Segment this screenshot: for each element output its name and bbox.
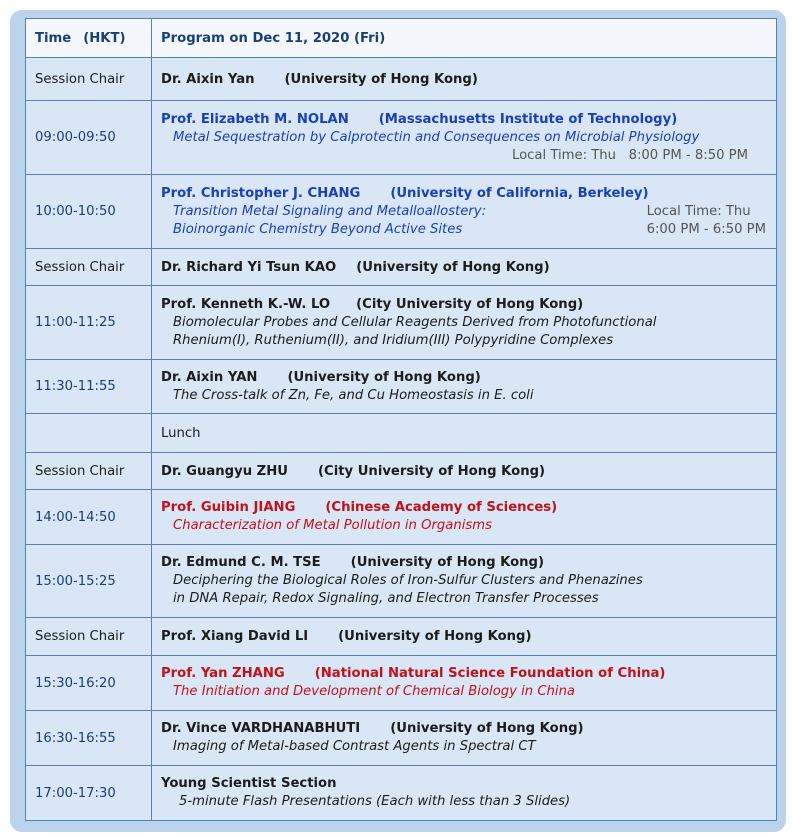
speaker-affiliation: (University of Hong Kong) bbox=[284, 71, 478, 87]
table-row bbox=[26, 175, 777, 249]
time-cell bbox=[26, 414, 152, 453]
local-time-line2: 6:00 PM - 6:50 PM bbox=[646, 221, 766, 237]
table-row bbox=[26, 490, 777, 545]
talk-title: 5-minute Flash Presentations (Each with less than 3 Slides) bbox=[179, 794, 571, 809]
lunch-cell: Lunch bbox=[152, 414, 777, 453]
speaker-name: Prof. Christopher J. CHANG bbox=[161, 185, 361, 201]
speaker-name: Dr. Edmund C. M. TSE bbox=[161, 555, 321, 570]
table-row bbox=[26, 286, 777, 360]
talk-title: Imaging of Metal-based Contrast Agents in Spectral CT bbox=[173, 739, 536, 754]
table-row bbox=[26, 656, 777, 711]
program-cell bbox=[152, 175, 777, 249]
talk-title-line2: in DNA Repair, Redox Signaling, and Electron Transfer Processes bbox=[173, 591, 599, 606]
speaker-affiliation: (Massachusetts Institute of Technology) bbox=[378, 111, 678, 127]
time-cell: 11:30-11:55 bbox=[26, 360, 152, 414]
speaker-name: Prof. Kenneth K.-W. LO bbox=[161, 296, 331, 312]
talk-title: Characterization of Metal Pollution in Organisms bbox=[173, 518, 492, 533]
speaker-name: Prof. Elizabeth M. NOLAN bbox=[161, 111, 349, 127]
program-cell bbox=[152, 453, 777, 490]
talk-title: The Initiation and Development of Chemical Biology in China bbox=[173, 684, 576, 699]
speaker-affiliation: (City University of Hong Kong) bbox=[356, 296, 584, 312]
time-cell: 15:30-16:20 bbox=[26, 656, 152, 711]
time-zone-label: (HKT) bbox=[83, 30, 126, 46]
talk-title: The Cross-talk of Zn, Fe, and Cu Homeostasis in E. coli bbox=[173, 387, 534, 403]
time-cell: 09:00-09:50 bbox=[26, 101, 152, 175]
table-row bbox=[26, 101, 777, 175]
table-row bbox=[26, 453, 777, 490]
talk-title-line2: Rhenium(I), Ruthenium(II), and Iridium(III) Polypyridine Complexes bbox=[173, 332, 614, 348]
program-cell bbox=[152, 766, 777, 821]
program-cell bbox=[152, 58, 777, 101]
time-cell: 15:00-15:25 bbox=[26, 545, 152, 618]
speaker-affiliation: (University of Hong Kong) bbox=[356, 259, 550, 275]
speaker-affiliation: (University of Hong Kong) bbox=[350, 555, 545, 570]
speaker-name: Prof. Xiang David LI bbox=[161, 629, 309, 644]
table-row bbox=[26, 545, 777, 618]
talk-title-line1: Transition Metal Signaling and Metalloallostery: bbox=[173, 203, 487, 219]
program-cell bbox=[152, 490, 777, 545]
time-cell: 14:00-14:50 bbox=[26, 490, 152, 545]
section-name: Young Scientist Section bbox=[161, 776, 337, 791]
speaker-name: Dr. Richard Yi Tsun KAO bbox=[161, 259, 337, 275]
time-cell: Session Chair bbox=[26, 249, 152, 286]
program-cell bbox=[152, 101, 777, 175]
speaker-name: Dr. Guangyu ZHU bbox=[161, 463, 288, 479]
program-header: Program on Dec 11, 2020 (Fri) bbox=[152, 19, 777, 58]
table-row bbox=[26, 766, 777, 821]
time-cell: Session Chair bbox=[26, 58, 152, 101]
table-header-row bbox=[26, 19, 777, 58]
talk-title-line2: Bioinorganic Chemistry Beyond Active Sites bbox=[173, 221, 463, 237]
table-row bbox=[26, 249, 777, 286]
time-cell: 16:30-16:55 bbox=[26, 711, 152, 766]
time-header bbox=[26, 19, 152, 58]
talk-title: Metal Sequestration by Calprotectin and Consequences on Microbial Physiology bbox=[173, 129, 700, 145]
table-row bbox=[26, 414, 777, 453]
speaker-name: Dr. Aixin YAN bbox=[161, 369, 258, 385]
table-row bbox=[26, 711, 777, 766]
time-cell: 11:00-11:25 bbox=[26, 286, 152, 360]
speaker-affiliation: (City University of Hong Kong) bbox=[318, 463, 546, 479]
speaker-affiliation: (University of Hong Kong) bbox=[338, 629, 532, 644]
table-row bbox=[26, 360, 777, 414]
speaker-affiliation: (National Natural Science Foundation of China) bbox=[314, 666, 666, 681]
program-cell bbox=[152, 360, 777, 414]
program-cell bbox=[152, 286, 777, 360]
speaker-affiliation: (University of Hong Kong) bbox=[390, 721, 584, 736]
time-cell: Session Chair bbox=[26, 618, 152, 656]
local-time: Local Time: Thu 8:00 PM - 8:50 PM bbox=[511, 147, 748, 163]
program-cell bbox=[152, 656, 777, 711]
time-cell: 10:00-10:50 bbox=[26, 175, 152, 249]
talk-title-line1: Biomolecular Probes and Cellular Reagents Derived from Photofunctional bbox=[173, 314, 657, 330]
speaker-name: Prof. Yan ZHANG bbox=[161, 666, 285, 681]
local-time-line1: Local Time: Thu bbox=[646, 203, 751, 219]
speaker-affiliation: (Chinese Academy of Sciences) bbox=[325, 500, 558, 515]
program-cell bbox=[152, 249, 777, 286]
table-row bbox=[26, 618, 777, 656]
speaker-name: Dr. Aixin Yan bbox=[161, 71, 255, 87]
speaker-affiliation: (University of Hong Kong) bbox=[287, 369, 481, 385]
speaker-name: Dr. Vince VARDHANABHUTI bbox=[161, 721, 361, 736]
table-row bbox=[26, 58, 777, 101]
program-cell bbox=[152, 711, 777, 766]
speaker-name: Prof. Guibin JIANG bbox=[161, 500, 296, 515]
talk-title-line1: Deciphering the Biological Roles of Iron-Sulfur Clusters and Phenazines bbox=[173, 573, 643, 588]
time-cell: Session Chair bbox=[26, 453, 152, 490]
speaker-affiliation: (University of California, Berkeley) bbox=[390, 185, 649, 201]
program-cell bbox=[152, 545, 777, 618]
program-table bbox=[25, 18, 777, 821]
time-cell: 17:00-17:30 bbox=[26, 766, 152, 821]
program-cell bbox=[152, 618, 777, 656]
time-header-label: Time bbox=[35, 30, 72, 46]
